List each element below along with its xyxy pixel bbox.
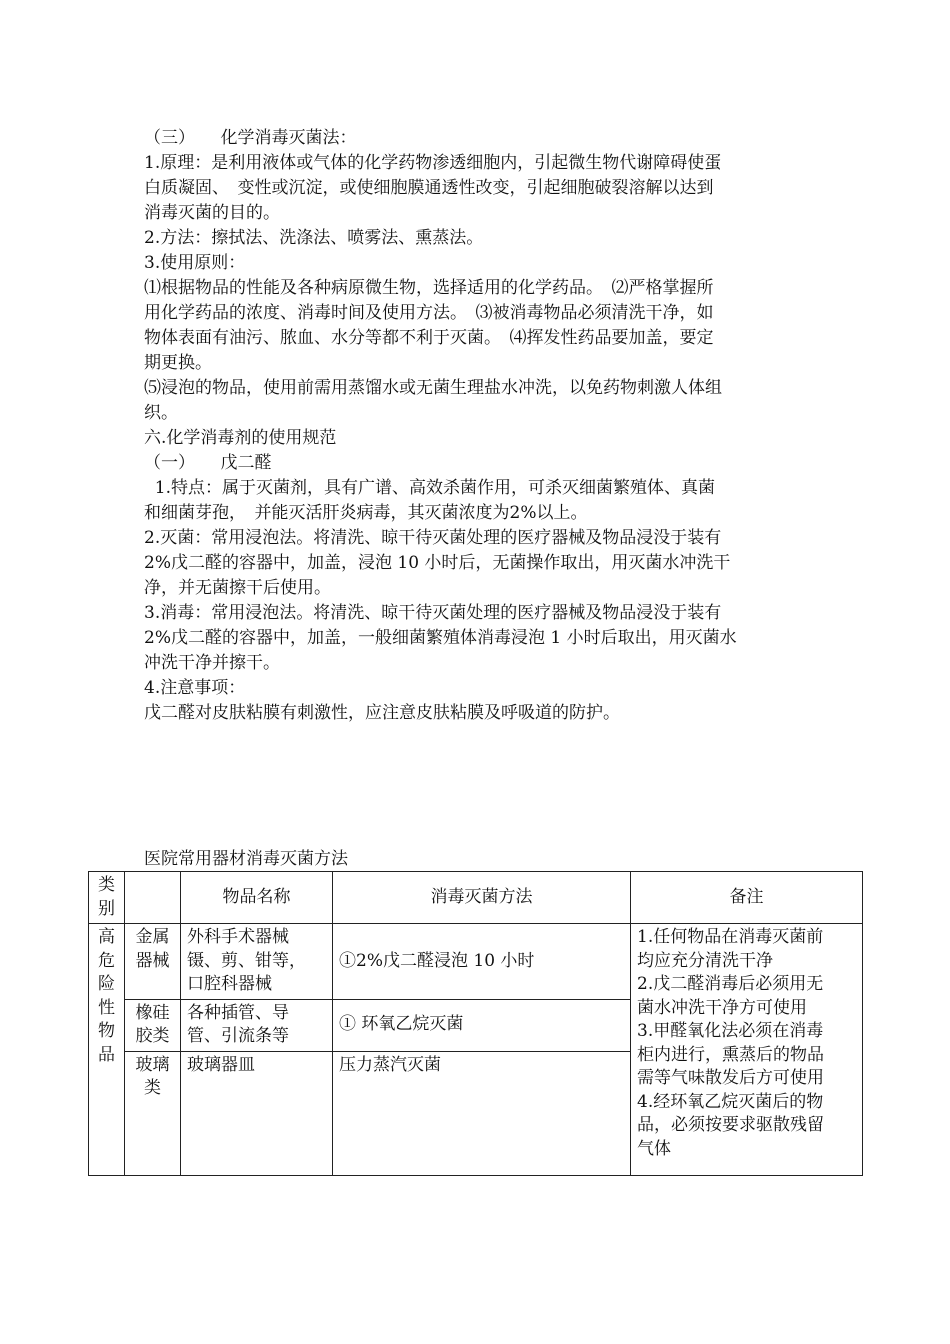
text-line: 消毒灭菌的目的。 bbox=[144, 203, 280, 223]
item-name-cell: 外科手术器械 镊、剪、钳等， 口腔科器械 bbox=[181, 924, 333, 1000]
text-line: 2%戊二醛的容器中，加盖，一般细菌繁殖体消毒浸泡 1 小时后取出，用灭菌水 bbox=[144, 628, 737, 648]
subcategory-cell: 玻璃 类 bbox=[125, 1051, 181, 1175]
text-line: 白质凝固、 变性或沉淀，或使细胞膜通透性改变，引起细胞破裂溶解以达到 bbox=[144, 178, 714, 198]
text-line: 净，并无菌擦干后使用。 bbox=[144, 578, 331, 598]
text-line: 4.注意事项： bbox=[144, 678, 246, 698]
header-subcategory bbox=[125, 872, 181, 924]
subcategory-cell: 橡硅 胶类 bbox=[125, 999, 181, 1051]
text-line: （三） 化学消毒灭菌法： bbox=[144, 128, 357, 148]
header-item-name: 物品名称 bbox=[181, 872, 333, 924]
item-name-cell: 各种插管、导 管、引流条等 bbox=[181, 999, 333, 1051]
text-line: 2.方法：擦拭法、洗涤法、喷雾法、熏蒸法。 bbox=[144, 228, 484, 248]
text-line: 1.特点：属于灭菌剂，具有广谱、高效杀菌作用，可杀灭细菌繁殖体、真菌 bbox=[144, 478, 716, 498]
text-line: 织。 bbox=[144, 403, 178, 423]
header-category: 类 别 bbox=[89, 872, 125, 924]
text-line: 物体表面有油污、脓血、水分等都不利于灭菌。 ⑷挥发性药品要加盖，要定 bbox=[144, 328, 714, 348]
text-line: 和细菌芽孢， 并能灭活肝炎病毒，其灭菌浓度为2%以上。 bbox=[144, 503, 588, 523]
disinfection-table bbox=[88, 871, 863, 1176]
text-line: 戊二醛对皮肤粘膜有刺激性，应注意皮肤粘膜及呼吸道的防护。 bbox=[144, 703, 620, 723]
header-method: 消毒灭菌方法 bbox=[333, 872, 631, 924]
table-caption: 医院常用器材消毒灭菌方法 bbox=[144, 849, 348, 869]
text-line: ⑸浸泡的物品，使用前需用蒸馏水或无菌生理盐水冲洗，以免药物刺激人体组 bbox=[144, 378, 722, 398]
table-header-row bbox=[89, 872, 863, 924]
table-row bbox=[89, 924, 863, 1000]
text-line: 3.使用原则： bbox=[144, 253, 246, 273]
method-cell: 压力蒸汽灭菌 bbox=[333, 1051, 631, 1175]
text-line: 2%戊二醛的容器中，加盖，浸泡 10 小时后，无菌操作取出，用灭菌水冲洗干 bbox=[144, 553, 731, 573]
text-line: 六.化学消毒剂的使用规范 bbox=[144, 428, 337, 448]
category-cell: 高 危 险 性 物 品 bbox=[89, 924, 125, 1176]
text-line: 用化学药品的浓度、消毒时间及使用方法。 ⑶被消毒物品必须清洗干净，如 bbox=[144, 303, 714, 323]
text-line: 期更换。 bbox=[144, 353, 212, 373]
text-line: 3.消毒：常用浸泡法。将清洗、晾干待灭菌处理的医疗器械及物品浸没于装有 bbox=[144, 603, 722, 623]
header-remarks: 备注 bbox=[631, 872, 863, 924]
text-line: ⑴根据物品的性能及各种病原微生物，选择适用的化学药品。 ⑵严格掌握所 bbox=[144, 278, 714, 298]
remarks-cell: 1.任何物品在消毒灭菌前 均应充分清洗干净 2.戊二醛消毒后必须用无 菌水冲洗干净方可使用 3.甲醛氧化法必须在消毒 柜内进行，熏蒸后的物品 需等气味散发后方可使用 4.经环氧乙烷灭菌后的物 品，必须按要求驱散残留 气体 bbox=[631, 924, 863, 1176]
text-line: 2.灭菌：常用浸泡法。将清洗、晾干待灭菌处理的医疗器械及物品浸没于装有 bbox=[144, 528, 722, 548]
text-line: （一） 戊二醛 bbox=[144, 453, 272, 473]
text-line: 1.原理：是利用液体或气体的化学药物渗透细胞内，引起微生物代谢障碍使蛋 bbox=[144, 153, 722, 173]
method-cell: ① 环氧乙烷灭菌 bbox=[333, 999, 631, 1051]
method-cell: ①2%戊二醛浸泡 10 小时 bbox=[333, 924, 631, 1000]
item-name-cell: 玻璃器皿 bbox=[181, 1051, 333, 1175]
text-line: 冲洗干净并擦干。 bbox=[144, 653, 280, 673]
subcategory-cell: 金属 器械 bbox=[125, 924, 181, 1000]
